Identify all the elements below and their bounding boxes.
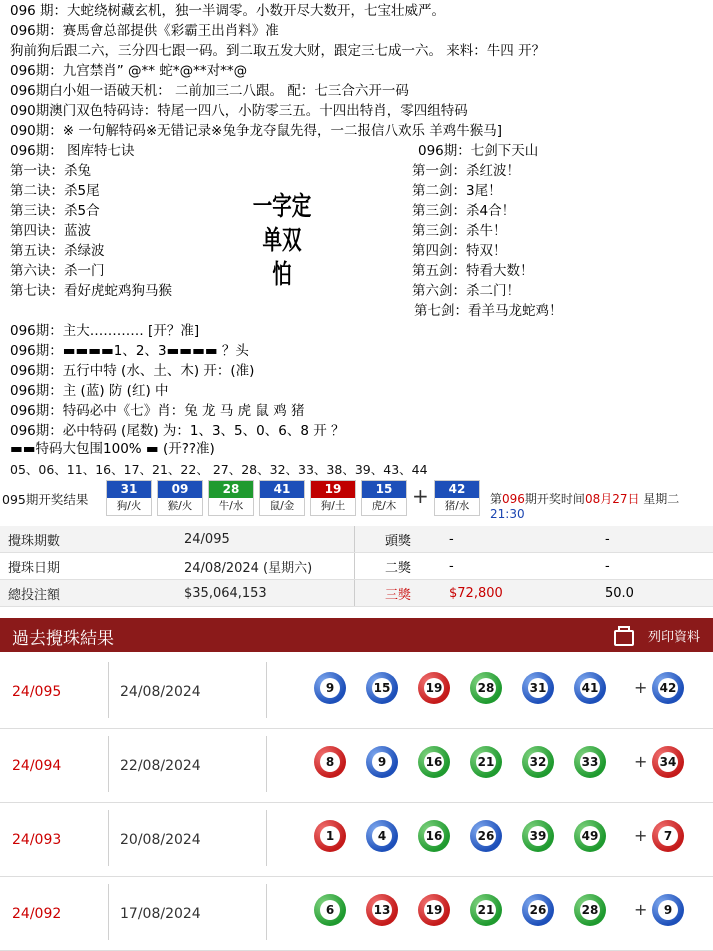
past-results-title: 過去攪珠結果 — [12, 629, 114, 649]
right-item: 第三剑：杀牛！ — [412, 223, 507, 239]
lottery-ball — [470, 672, 502, 704]
plus-sign: + — [634, 826, 648, 845]
lottery-ball — [418, 894, 450, 926]
lottery-ball — [314, 894, 346, 926]
right-item: 第六剑：杀二门！ — [412, 283, 520, 299]
right-item: 第五剑：特看大数！ — [412, 263, 534, 279]
lottery-ball — [522, 820, 554, 852]
result-chip — [310, 480, 356, 516]
left-item: 第五诀：杀绿波 — [10, 243, 105, 259]
chip-number: 31 — [107, 481, 151, 498]
text-line-3: 狗前狗后跟二六，三分四七跟一码。到二取五发大财，跟定三七成一六。 来料：牛四 开？ — [10, 43, 546, 59]
chip-number: 42 — [435, 481, 479, 498]
table-cell: 攪珠期數 — [0, 526, 176, 553]
next-time: 21:30 — [490, 507, 525, 521]
ball-number: 49 — [580, 826, 600, 846]
lottery-ball — [574, 894, 606, 926]
numbers-strip: 05、06、11、16、17、21、22、 27、28、32、33、38、39、43、44 — [10, 462, 428, 477]
table-cell: - — [597, 526, 713, 553]
text-line-7: 090期：※ 一句解特码※无错记录※兔争龙夺鼠先得，一二报信八欢乐 羊鸡牛猴马] — [10, 123, 503, 139]
ball-number: 9 — [658, 900, 678, 920]
ball-number: 8 — [320, 752, 340, 772]
ball-number: 6 — [320, 900, 340, 920]
left-item: 第六诀：杀一门 — [10, 263, 105, 279]
result-row — [0, 728, 713, 803]
printer-icon — [614, 630, 634, 646]
next-prefix: 第 — [490, 492, 503, 506]
special-ball — [652, 672, 684, 704]
table-cell: 24/08/2024 (星期六) — [176, 553, 355, 580]
table-cell: - — [441, 553, 597, 580]
ball-number: 26 — [476, 826, 496, 846]
lower-line: ▬▬特码大包围100% ▬ (开??准) — [10, 441, 215, 457]
chip-number: 28 — [209, 481, 253, 498]
next-mid: 期开奖时间 — [524, 492, 585, 506]
text-line-1: 096 期：大蛇绕树藏玄机，独一半调零。小数开尽大数开，七宝壮威严。 — [10, 3, 446, 19]
table-row — [0, 526, 713, 553]
draw-date: 22/08/2024 — [120, 758, 201, 774]
ball-number: 4 — [372, 826, 392, 846]
ball-number: 28 — [580, 900, 600, 920]
lottery-ball — [574, 746, 606, 778]
lottery-ball — [574, 820, 606, 852]
lottery-ball — [574, 672, 606, 704]
special-ball — [652, 746, 684, 778]
result-chip — [157, 480, 203, 516]
ball-number: 16 — [424, 826, 444, 846]
draw-number: 24/093 — [12, 832, 62, 848]
ball-number: 9 — [372, 752, 392, 772]
right-item: 第一剑：杀红波！ — [412, 163, 520, 179]
result-chip — [259, 480, 305, 516]
right-item: 第二剑：3尾！ — [412, 183, 502, 199]
table-cell: 三獎 — [355, 580, 442, 607]
left-item: 第二诀：杀5尾 — [10, 183, 100, 199]
past-results-banner — [0, 618, 713, 652]
ball-number: 7 — [658, 826, 678, 846]
result-row — [0, 802, 713, 877]
special-ball — [652, 820, 684, 852]
lottery-ball — [522, 894, 554, 926]
lower-line: 096期：特码必中《七》肖：兔 龙 马 虎 鼠 鸡 猪 — [10, 403, 305, 419]
result-chip — [361, 480, 407, 516]
big-text-line: 怕 — [272, 260, 292, 290]
lottery-ball — [470, 746, 502, 778]
table-cell: 攪珠日期 — [0, 553, 176, 580]
result-row — [0, 654, 713, 729]
ball-number: 9 — [320, 678, 340, 698]
lottery-ball — [418, 746, 450, 778]
lower-line: 096期：五行中特 (水、土、木) 开：(准) — [10, 363, 255, 379]
draw-info-table — [0, 526, 713, 607]
table-cell: $35,064,153 — [176, 580, 355, 607]
plus-sign: + — [634, 678, 648, 697]
draw-number: 24/092 — [12, 906, 62, 922]
ball-number: 42 — [658, 678, 678, 698]
column-divider — [266, 884, 267, 940]
lower-line: 096期：▬▬▬▬1、2、3▬▬▬▬ ？头 — [10, 343, 249, 359]
print-label: 列印資料 — [648, 630, 701, 645]
big-center-text — [252, 190, 312, 292]
left-item: 第一诀：杀兔 — [10, 163, 91, 179]
special-ball — [652, 894, 684, 926]
draw-date: 20/08/2024 — [120, 832, 201, 848]
text-line-4: 096期：九宫禁肖” @** 蛇*@**对**@ — [10, 63, 248, 79]
left-header: 096期： 图库特七诀 — [10, 143, 135, 159]
last-result-bar — [0, 478, 713, 521]
table-row — [0, 553, 713, 580]
right-item: 第七剑：看羊马龙蛇鸡！ — [414, 303, 563, 319]
plus-sign: + — [412, 484, 429, 508]
ball-number: 13 — [372, 900, 392, 920]
lower-line: 096期：主大………… [开？准] — [10, 323, 200, 339]
draw-date: 24/08/2024 — [120, 684, 201, 700]
column-divider — [108, 810, 109, 866]
ball-number: 26 — [528, 900, 548, 920]
ball-number: 21 — [476, 752, 496, 772]
ball-number: 39 — [528, 826, 548, 846]
lottery-ball — [366, 820, 398, 852]
plus-sign: + — [634, 900, 648, 919]
chip-zodiac: 狗/火 — [116, 500, 142, 512]
print-button[interactable] — [614, 626, 700, 646]
lottery-ball — [470, 894, 502, 926]
ball-number: 33 — [580, 752, 600, 772]
next-issue: 096 — [502, 492, 525, 506]
draw-number: 24/095 — [12, 684, 62, 700]
ball-number: 28 — [476, 678, 496, 698]
lottery-ball — [314, 672, 346, 704]
column-divider — [108, 736, 109, 792]
chip-zodiac: 虎/木 — [371, 500, 397, 512]
ball-number: 19 — [424, 678, 444, 698]
result-chip — [106, 480, 152, 516]
chip-number: 09 — [158, 481, 202, 498]
table-cell: 總投注額 — [0, 580, 176, 607]
draw-date: 17/08/2024 — [120, 906, 201, 922]
table-cell: 24/095 — [176, 526, 355, 553]
next-date: 08月27日 — [584, 492, 640, 506]
chip-number: 19 — [311, 481, 355, 498]
text-line-5: 096期白小姐一语破天机： 二前加三二八跟。 配：七三合六开一码 — [10, 83, 409, 99]
chip-number: 41 — [260, 481, 304, 498]
lottery-ball — [366, 894, 398, 926]
table-cell: 頭獎 — [355, 526, 442, 553]
plus-sign: + — [634, 752, 648, 771]
table-cell: $72,800 — [441, 580, 597, 607]
chip-zodiac: 猪/水 — [444, 500, 470, 512]
right-item: 第四剑：特双！ — [412, 243, 507, 259]
lottery-ball — [314, 746, 346, 778]
left-item: 第三诀：杀5合 — [10, 203, 100, 219]
ball-number: 34 — [658, 752, 678, 772]
lottery-ball — [470, 820, 502, 852]
ball-number: 16 — [424, 752, 444, 772]
table-cell: 50.0 — [597, 580, 713, 607]
column-divider — [266, 662, 267, 718]
draw-number: 24/094 — [12, 758, 62, 774]
ball-number: 41 — [580, 678, 600, 698]
chip-zodiac: 狗/土 — [320, 500, 346, 512]
result-row — [0, 876, 713, 951]
next-week: 星期二 — [639, 492, 680, 506]
ball-number: 19 — [424, 900, 444, 920]
lottery-ball — [418, 820, 450, 852]
table-row — [0, 580, 713, 607]
lottery-ball — [522, 746, 554, 778]
right-header: 096期：七剑下天山 — [418, 143, 539, 159]
result-chip — [208, 480, 254, 516]
ball-number: 1 — [320, 826, 340, 846]
table-cell: - — [441, 526, 597, 553]
last-result-title: 095期开奖结果 — [2, 492, 89, 507]
left-item: 第四诀：蓝波 — [10, 223, 91, 239]
chip-number: 15 — [362, 481, 406, 498]
lower-line: 096期：必中特码 (尾数) 为：1、3、5、0、6、8 开 ？ — [10, 423, 345, 439]
ball-number: 21 — [476, 900, 496, 920]
column-divider — [266, 810, 267, 866]
ball-number: 31 — [528, 678, 548, 698]
column-divider — [108, 662, 109, 718]
chip-zodiac: 猴/火 — [167, 500, 193, 512]
column-divider — [266, 736, 267, 792]
lottery-ball — [366, 746, 398, 778]
lottery-ball — [314, 820, 346, 852]
column-divider — [108, 884, 109, 940]
next-draw-info — [490, 490, 713, 521]
chip-zodiac: 牛/水 — [218, 500, 244, 512]
chip-zodiac: 鼠/金 — [269, 500, 295, 512]
text-line-6: 090期澳门双色特码诗：特尾一四八，小防零三五。十四出特肖，零四组特码 — [10, 103, 468, 119]
right-item: 第三剑：杀4合！ — [412, 203, 516, 219]
left-item: 第七诀：看好虎蛇鸡狗马猴 — [10, 283, 172, 299]
table-cell: 二獎 — [355, 553, 442, 580]
table-cell: - — [597, 553, 713, 580]
big-text-line: 一字定单双 — [252, 192, 312, 256]
text-line-2: 096期：赛馬會总部提供《彩霸王出肖料》准 — [10, 23, 279, 39]
lower-line: 096期：主 (蓝) 防 (红) 中 — [10, 383, 169, 399]
lottery-ball — [418, 672, 450, 704]
lottery-ball — [522, 672, 554, 704]
lottery-ball — [366, 672, 398, 704]
special-chip — [434, 480, 480, 516]
ball-number: 15 — [372, 678, 392, 698]
ball-number: 32 — [528, 752, 548, 772]
